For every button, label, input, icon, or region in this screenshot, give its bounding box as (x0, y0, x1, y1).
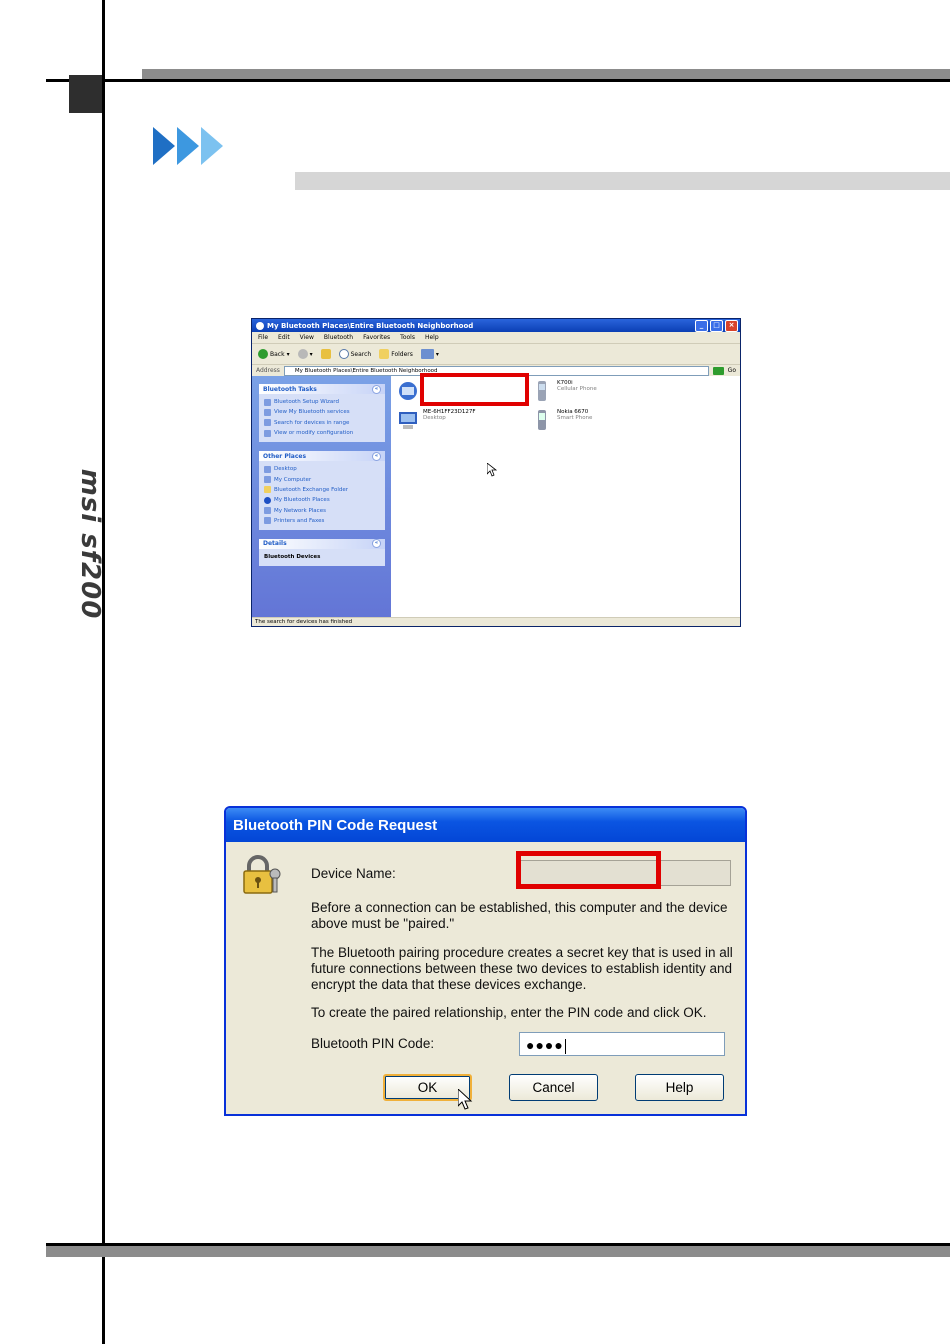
pin-code-input[interactable]: ●●●● (519, 1032, 725, 1056)
menu-bluetooth[interactable]: Bluetooth (323, 334, 354, 341)
device-list (391, 376, 740, 618)
device-name: K700i (557, 380, 573, 386)
device-name: ME-6H1FF23D127F (423, 409, 476, 415)
other-places-panel (259, 451, 385, 530)
device-name: Nokia 6670 (557, 409, 589, 415)
wizard-icon (264, 399, 271, 406)
pin-code-dialog (224, 806, 747, 1116)
minimize-button[interactable]: _ (695, 320, 708, 332)
help-button[interactable]: Help (635, 1074, 724, 1101)
computer-icon (264, 476, 271, 483)
task-setup-wizard[interactable]: Bluetooth Setup Wizard (264, 397, 380, 407)
pin-code-label: Bluetooth PIN Code: (311, 1036, 435, 1051)
menu-favorites[interactable]: Favorites (363, 334, 391, 341)
search-button[interactable]: Search (339, 349, 372, 359)
place-bluetooth-places[interactable]: My Bluetooth Places (264, 495, 380, 505)
cancel-button[interactable]: Cancel (509, 1074, 598, 1101)
task-search-devices[interactable]: Search for devices in range (264, 418, 380, 428)
bluetooth-tasks-header[interactable]: Bluetooth Tasks « (259, 384, 385, 394)
menu-bar (252, 332, 740, 344)
highlight-box-device-name (516, 851, 661, 889)
address-label: Address (256, 367, 280, 374)
side-brand-text: msi sf200 (75, 468, 105, 620)
desktop-icon (264, 466, 271, 473)
device-type: Cellular Phone (557, 386, 597, 392)
section-heading-bar (295, 172, 950, 190)
back-button[interactable]: Back ▾ (258, 349, 290, 359)
collapse-chevron-icon[interactable]: « (372, 385, 381, 394)
bluetooth-icon (264, 497, 271, 504)
header-rule (46, 79, 950, 82)
toolbar (252, 344, 740, 365)
smartphone-icon (531, 409, 553, 431)
desktop-computer-icon (397, 409, 419, 431)
other-places-header[interactable]: Other Places « (259, 451, 385, 461)
dialog-title: Bluetooth PIN Code Request (226, 808, 745, 842)
go-arrow-icon[interactable] (713, 367, 724, 375)
place-my-computer[interactable]: My Computer (264, 474, 380, 484)
task-configuration[interactable]: View or modify configuration (264, 428, 380, 438)
menu-edit[interactable]: Edit (278, 334, 290, 341)
services-icon (264, 409, 271, 416)
details-text: Bluetooth Devices (264, 553, 321, 560)
menu-view[interactable]: View (299, 334, 314, 341)
collapse-chevron-icon[interactable]: « (372, 452, 381, 461)
place-exchange-folder[interactable]: Bluetooth Exchange Folder (264, 485, 380, 495)
search-devices-icon (264, 419, 271, 426)
collapse-chevron-icon[interactable]: « (372, 539, 381, 548)
address-field[interactable]: My Bluetooth Places\Entire Bluetooth Neighborhood (284, 366, 709, 376)
menu-tools[interactable]: Tools (400, 334, 415, 341)
search-icon (339, 349, 349, 359)
padlock-keys-icon (239, 854, 285, 896)
details-header[interactable]: Details « (259, 539, 385, 549)
mouse-cursor-icon (487, 463, 497, 477)
ok-button[interactable]: OK (383, 1074, 472, 1101)
views-button[interactable]: ▾ (421, 349, 439, 359)
footer-gray-bar (46, 1245, 950, 1257)
device-item-highlighted[interactable] (397, 380, 419, 402)
header-corner-block (69, 75, 104, 113)
forward-arrow-icon (298, 349, 308, 359)
bluetooth-tasks-panel (259, 384, 385, 442)
pairing-paragraph-1: Before a connection can be established, this computer and the device above must be "paired." (311, 900, 728, 931)
device-item-nokia[interactable] (531, 409, 592, 431)
folder-icon (379, 349, 389, 359)
pairing-paragraph-3: To create the paired relationship, enter the PIN code and click OK. (311, 1005, 707, 1020)
place-network-places[interactable]: My Network Places (264, 505, 380, 515)
forward-button[interactable]: ▾ (298, 349, 313, 359)
header-gray-bar (142, 69, 950, 79)
views-icon (421, 349, 434, 359)
status-bar: The search for devices has finished (252, 617, 740, 626)
window-body (252, 376, 740, 618)
text-caret (565, 1039, 566, 1054)
device-item-desktop[interactable] (397, 409, 476, 431)
footer-rule (46, 1243, 950, 1246)
computer-globe-icon (397, 380, 419, 402)
device-type: Smart Phone (557, 415, 593, 421)
maximize-button[interactable]: □ (710, 320, 723, 332)
page-margin-line (102, 0, 105, 1344)
back-arrow-icon (258, 349, 268, 359)
details-panel (259, 539, 385, 566)
printer-icon (264, 517, 271, 524)
place-desktop[interactable]: Desktop (264, 464, 380, 474)
up-folder-button[interactable] (321, 349, 331, 359)
menu-help[interactable]: Help (424, 334, 439, 341)
go-button[interactable]: Go (727, 367, 736, 374)
folder-icon (264, 486, 271, 493)
device-type: Desktop (423, 415, 446, 421)
triple-arrow-icon (153, 127, 223, 165)
window-titlebar (252, 319, 740, 332)
pairing-paragraph-2: The Bluetooth pairing procedure creates a secret key that is used in all future connections between these two devices to establish identity and encrypt the data that these devices exchange. (311, 945, 733, 992)
network-icon (264, 507, 271, 514)
mouse-cursor-icon (458, 1089, 474, 1111)
close-button[interactable]: × (725, 320, 738, 332)
task-pane (252, 376, 391, 618)
up-folder-icon (321, 349, 331, 359)
configuration-icon (264, 430, 271, 437)
menu-file[interactable]: File (258, 334, 269, 341)
cellphone-icon (531, 380, 553, 402)
device-item-k700i[interactable] (531, 380, 597, 402)
bluetooth-places-icon (256, 322, 264, 330)
place-printers[interactable]: Printers and Faxes (264, 516, 380, 526)
device-name-label: Device Name: (311, 866, 396, 881)
window-title: My Bluetooth Places\Entire Bluetooth Neighborhood (267, 321, 474, 330)
task-view-services[interactable]: View My Bluetooth services (264, 407, 380, 417)
highlight-box-device (420, 373, 529, 406)
folders-button[interactable]: Folders (379, 349, 413, 359)
